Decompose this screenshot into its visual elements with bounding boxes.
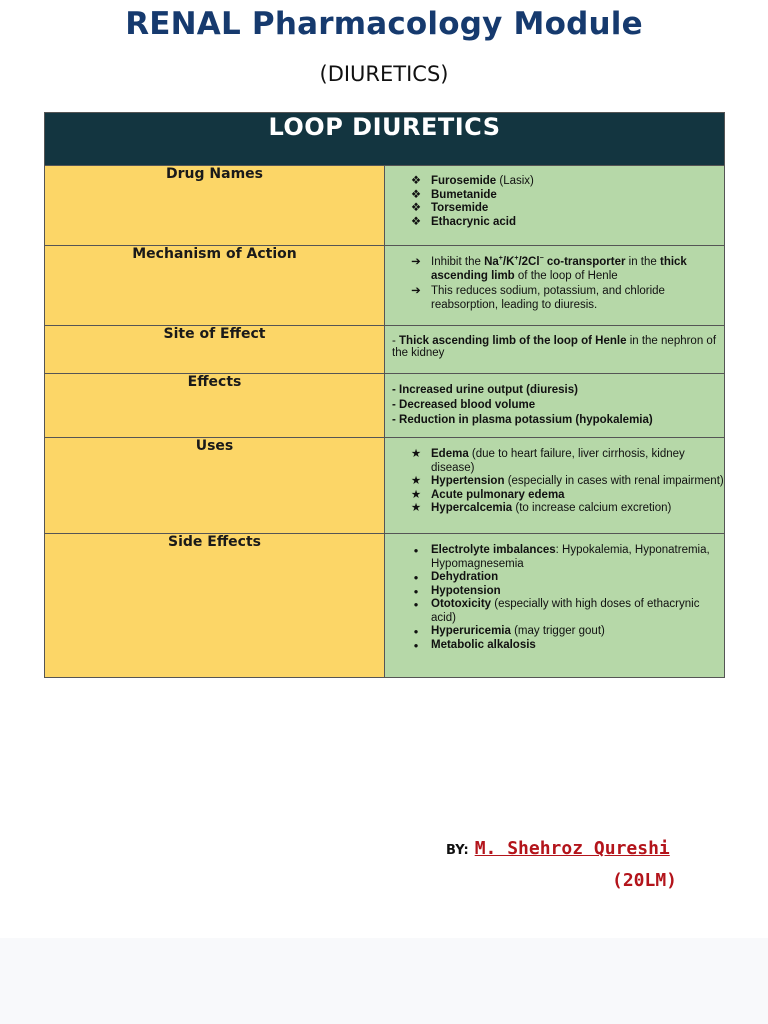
list-item: ➔ This reduces sodium, potassium, and chloride reabsorption, leading to diuresis. [407,285,724,312]
list-item: ● Hyperuricemia (may trigger gout) [407,625,724,639]
list-item: ★ Acute pulmonary edema [407,489,724,503]
content-uses [385,438,725,534]
star-bullet-icon: ★ [410,448,422,460]
dot-bullet-icon: ● [413,627,419,636]
list-item: ● Electrolyte imbalances: Hypokalemia, Hyponatremia, Hypomagnesemia [407,544,724,571]
list-item: ❖ Ethacrynic acid [407,216,724,230]
diamond-bullet-icon: ❖ [410,188,422,201]
side-effects-list [385,544,724,652]
list-item: ❖ Torsemide [407,202,724,216]
list-item: - Decreased blood volume [392,399,536,411]
dot-bullet-icon: ● [413,600,419,609]
row-site-of-effect [45,326,725,374]
dot-bullet-icon: ● [413,573,419,582]
bottom-band [0,938,768,1024]
diamond-bullet-icon: ❖ [410,215,422,228]
by-label: BY: [446,843,469,858]
list-item: ❖ Furosemide (Lasix) [407,175,724,189]
table-header-row [45,113,725,166]
diamond-bullet-icon: ❖ [410,175,422,187]
content-site-of-effect: - Thick ascending limb of the loop of Henle in the nephron of the kidney [385,326,725,374]
content-drug-names [385,166,725,246]
dot-bullet-icon: ● [413,546,419,555]
star-bullet-icon: ★ [410,488,422,501]
dot-bullet-icon: ● [413,640,419,650]
label-drug-names: Drug Names [45,166,385,246]
list-item: ★ Hypercalcemia (to increase calcium excretion) [407,502,724,516]
diamond-bullet-icon: ❖ [410,202,422,214]
dot-bullet-icon: ● [413,586,419,596]
content-effects [385,374,725,438]
list-item: ➔ Inhibit the Na+/K+/2Cl− co-transporter in the thick ascending limb of the loop of Henle [407,256,724,283]
list-item: ● Ototoxicity (especially with high doses of ethacrynic acid) [407,598,724,625]
list-item: ● Hypotension [407,585,724,599]
author-code: (20LM) [612,870,678,891]
page-title: RENAL Pharmacology Module [125,6,643,42]
author-name: M. Shehroz Qureshi [474,838,670,859]
page-subtitle: (DIURETICS) [319,62,449,86]
row-effects [45,374,725,438]
list-item: ● Metabolic alkalosis [407,639,724,653]
star-bullet-icon: ★ [410,475,422,487]
table-heading: LOOP DIURETICS [45,113,725,166]
list-item: ❖ Bumetanide [407,189,724,203]
mechanism-list [385,256,724,312]
label-effects: Effects [45,374,385,438]
loop-diuretics-table [44,112,725,678]
content-mechanism [385,246,725,326]
author-byline [446,838,696,891]
arrow-bullet-icon: ➔ [411,285,421,297]
list-item: ★ Edema (due to heart failure, liver cirrhosis, kidney disease) [407,448,724,475]
list-item: ★ Hypertension (especially in cases with renal impairment) [407,475,724,489]
list-item: - Reduction in plasma potassium (hypokalemia) [392,414,653,426]
label-mechanism: Mechanism of Action [45,246,385,326]
label-side-effects: Side Effects [45,534,385,678]
content-side-effects [385,534,725,678]
label-uses: Uses [45,438,385,534]
drug-names-list [385,175,724,229]
star-bullet-icon: ★ [410,502,422,514]
label-site-of-effect: Site of Effect [45,326,385,374]
row-side-effects [45,534,725,678]
uses-list [385,448,724,516]
row-drug-names [45,166,725,246]
arrow-bullet-icon: ➔ [411,256,421,268]
list-item: - Increased urine output (diuresis) [392,384,578,396]
row-mechanism [45,246,725,326]
row-uses [45,438,725,534]
list-item: ● Dehydration [407,571,724,585]
